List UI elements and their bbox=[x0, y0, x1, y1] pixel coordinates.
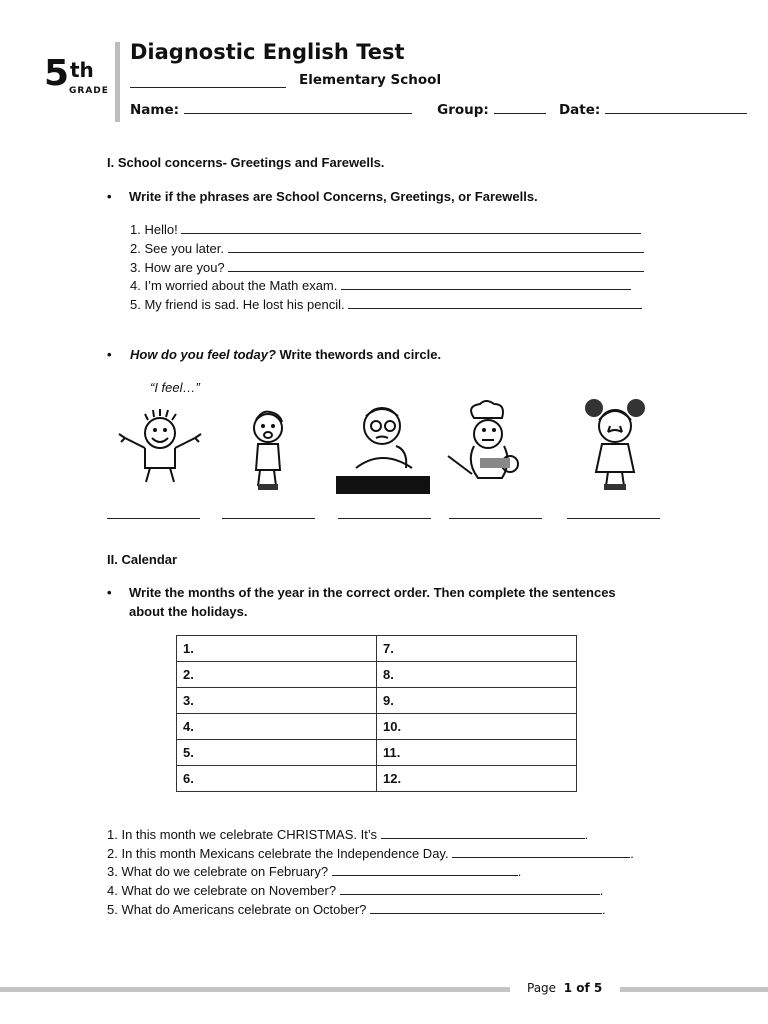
section2-instruction-line2: about the holidays. bbox=[129, 604, 248, 619]
crying-girl-icon bbox=[582, 392, 648, 492]
month-cell[interactable]: 10. bbox=[377, 714, 577, 740]
feeling-answer-blank[interactable] bbox=[567, 518, 660, 519]
list-item: 2. See you later. bbox=[130, 240, 644, 256]
month-cell[interactable]: 11. bbox=[377, 740, 577, 766]
month-cell[interactable]: 2. bbox=[177, 662, 377, 688]
angry-chef-icon bbox=[444, 400, 528, 490]
school-name-blank[interactable] bbox=[130, 87, 286, 88]
date-blank[interactable] bbox=[605, 101, 747, 114]
list-item: 5. My friend is sad. He lost his pencil. bbox=[130, 296, 642, 312]
page-indicator: Page 1 of 5 bbox=[527, 981, 603, 995]
page-title: Diagnostic English Test bbox=[130, 40, 405, 64]
month-cell[interactable]: 12. bbox=[377, 766, 577, 792]
list-item: 3. How are you? bbox=[130, 259, 644, 275]
feeling-answer-blank[interactable] bbox=[338, 518, 431, 519]
table-row bbox=[177, 688, 577, 714]
student-info-row bbox=[130, 101, 747, 118]
name-label: Name: bbox=[130, 102, 180, 118]
answer-blank[interactable] bbox=[348, 296, 642, 309]
list-item: 2. In this month Mexicans celebrate the Independence Day. . bbox=[107, 846, 634, 861]
list-item: 4. I’m worried about the Math exam. bbox=[130, 277, 631, 293]
answer-blank[interactable] bbox=[228, 240, 644, 253]
list-item: 4. What do we celebrate on November? . bbox=[107, 883, 604, 898]
footer-rule-right bbox=[620, 987, 768, 992]
group-blank[interactable] bbox=[494, 101, 546, 114]
list-item: 1. In this month we celebrate CHRISTMAS. It’s . bbox=[107, 827, 589, 842]
name-blank[interactable] bbox=[184, 101, 412, 114]
answer-blank[interactable] bbox=[181, 221, 641, 234]
feeling-answer-blank[interactable] bbox=[449, 518, 542, 519]
section2-heading: II. Calendar bbox=[107, 552, 178, 567]
month-cell[interactable]: 4. bbox=[177, 714, 377, 740]
feeling-answer-blank[interactable] bbox=[107, 518, 200, 519]
feel-prompt: “I feel…” bbox=[150, 380, 200, 395]
month-cell[interactable]: 7. bbox=[377, 636, 577, 662]
table-row bbox=[177, 714, 577, 740]
date-label: Date: bbox=[558, 102, 601, 118]
bullet-icon: • bbox=[107, 585, 112, 600]
answer-blank[interactable] bbox=[341, 277, 631, 290]
month-cell[interactable]: 9. bbox=[377, 688, 577, 714]
table-row bbox=[177, 740, 577, 766]
bullet-icon: • bbox=[107, 189, 112, 204]
section2-instruction-line1: Write the months of the year in the correct order. Then complete the sentences bbox=[129, 585, 616, 600]
section1-instruction: Write if the phrases are School Concerns, Greetings, or Farewells. bbox=[129, 189, 538, 204]
feeling-answer-blank[interactable] bbox=[222, 518, 315, 519]
scared-boy-icon bbox=[240, 408, 296, 494]
school-label: Elementary School bbox=[299, 72, 442, 88]
feel-instruction: How do you feel today? Write thewords and circle. bbox=[130, 347, 442, 362]
footer-rule-left bbox=[0, 987, 510, 992]
answer-blank[interactable] bbox=[370, 901, 602, 914]
grade-number: 5 bbox=[44, 53, 69, 94]
happy-face-icon bbox=[110, 408, 210, 488]
header-divider bbox=[115, 42, 120, 122]
answer-blank[interactable] bbox=[340, 882, 600, 895]
list-item: 3. What do we celebrate on February? . bbox=[107, 864, 522, 879]
section1-heading: I. School concerns- Greetings and Farewells. bbox=[107, 155, 385, 170]
table-row bbox=[177, 662, 577, 688]
table-row bbox=[177, 766, 577, 792]
month-cell[interactable]: 1. bbox=[177, 636, 377, 662]
group-label: Group: bbox=[437, 102, 489, 118]
answer-blank[interactable] bbox=[381, 826, 585, 839]
grade-suffix: th bbox=[70, 58, 94, 82]
answer-blank[interactable] bbox=[332, 863, 518, 876]
answer-blank[interactable] bbox=[228, 259, 644, 272]
month-cell[interactable]: 5. bbox=[177, 740, 377, 766]
list-item: 5. What do Americans celebrate on October? . bbox=[107, 902, 606, 917]
tired-man-icon bbox=[336, 398, 432, 494]
bullet-icon: • bbox=[107, 347, 112, 362]
month-cell[interactable]: 6. bbox=[177, 766, 377, 792]
grade-word: GRADE bbox=[69, 86, 109, 96]
month-cell[interactable]: 8. bbox=[377, 662, 577, 688]
months-table bbox=[176, 635, 577, 792]
list-item: 1. Hello! bbox=[130, 221, 641, 237]
month-cell[interactable]: 3. bbox=[177, 688, 377, 714]
answer-blank[interactable] bbox=[452, 845, 630, 858]
table-row bbox=[177, 636, 577, 662]
